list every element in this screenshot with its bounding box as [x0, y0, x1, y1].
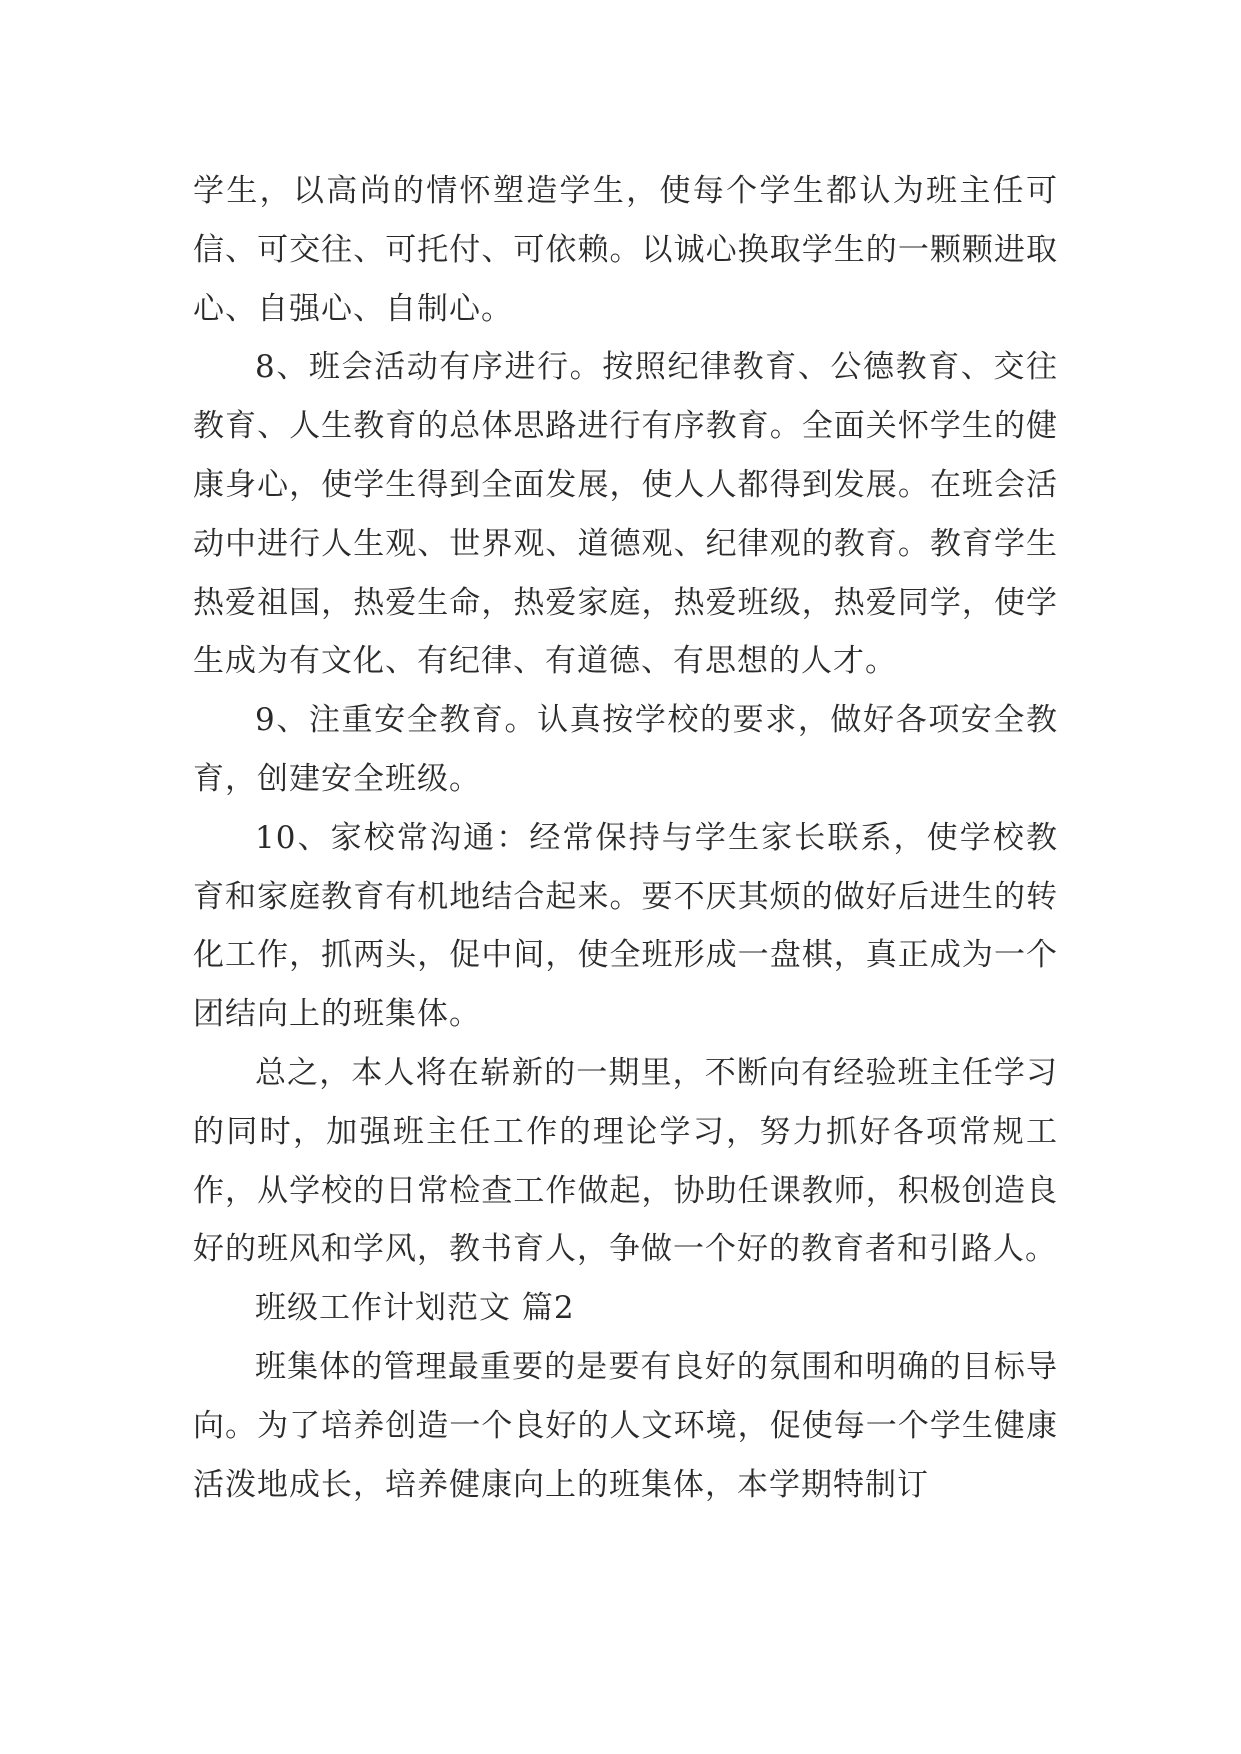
paragraph-section-2-intro: 班集体的管理最重要的是要有良好的氛围和明确的目标导向。为了培养创造一个良好的人文环境，促使每一个学生健康活泼地成长，培养健康向上的班集体，本学期特制订 [193, 1348, 1058, 1503]
paragraph-continuation: 学生，以高尚的情怀塑造学生，使每个学生都认为班主任可信、可交往、可托付、可依赖。以诚心换取学生的一颗颗进取心、自强心、自制心。 [193, 173, 1058, 327]
paragraph-item-8: 8、班会活动有序进行。按照纪律教育、公德教育、交往教育、人生教育的总体思路进行有序教育。全面关怀学生的健康身心，使学生得到全面发展，使人人都得到发展。在班会活动中进行人生观、世界观、道德观、纪律观的教育。教育学生热爱祖国，热爱生命，热爱家庭，热爱班级，热爱同学，使学生成为有文化、有纪律、有道德、有思想的人才。 [193, 349, 1058, 680]
paragraph-item-10: 10、家校常沟通：经常保持与学生家长联系，使学校教育和家庭教育有机地结合起来。要不厌其烦的做好后进生的转化工作，抓两头，促中间，使全班形成一盘棋，真正成为一个团结向上的班集体。 [193, 819, 1058, 1033]
paragraph-summary: 总之，本人将在崭新的一期里，不断向有经验班主任学习的同时，加强班主任工作的理论学习，努力抓好各项常规工作，从学校的日常检查工作做起，协助任课教师，积极创造良好的班风和学风，教书育人，争做一个好的教育者和引路人。 [193, 1054, 1058, 1268]
document-page [193, 162, 1058, 1514]
section-heading: 班级工作计划范文 篇2 [255, 1290, 575, 1327]
paragraph-item-9: 9、注重安全教育。认真按学校的要求，做好各项安全教育，创建安全班级。 [193, 702, 1058, 797]
